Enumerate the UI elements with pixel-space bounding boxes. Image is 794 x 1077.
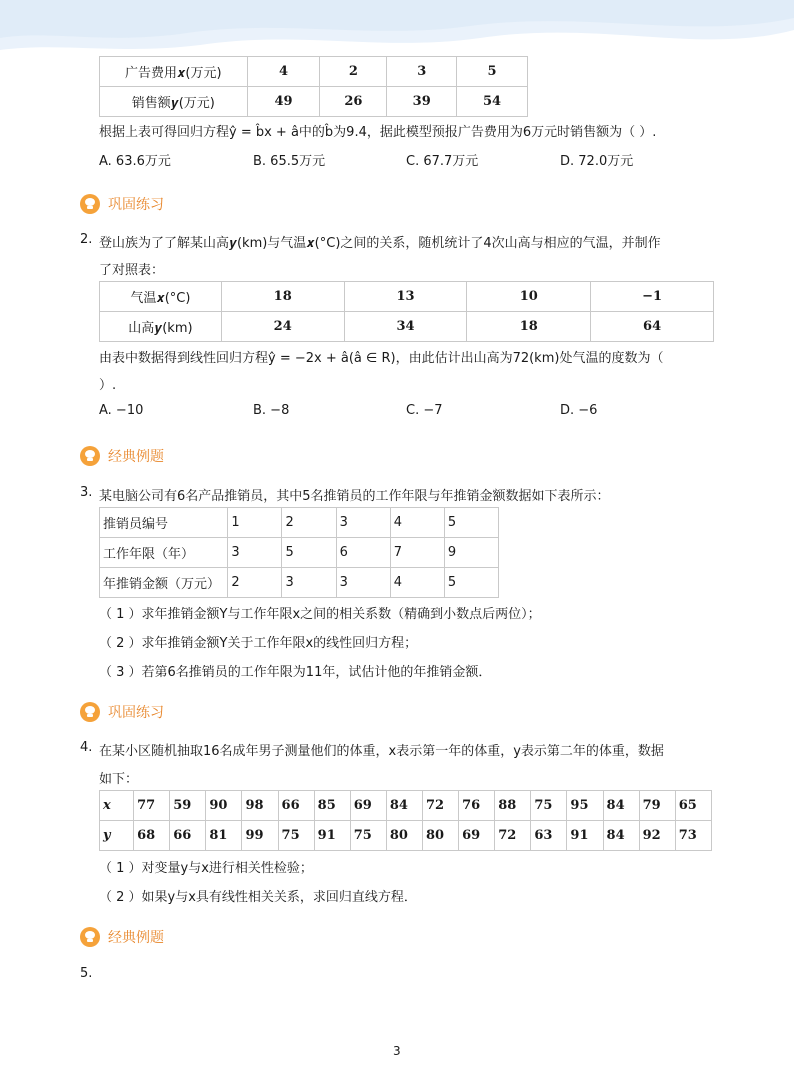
table-cell: 85: [314, 791, 350, 821]
table-cell: 39: [387, 87, 457, 117]
option-c: C. 67.7万元: [406, 154, 479, 169]
table-cell: 5: [444, 508, 498, 538]
table-cell: 推销员编号: [100, 508, 228, 538]
table-cell: 76: [459, 791, 495, 821]
table-cell: 79: [639, 791, 675, 821]
table-cell: 80: [386, 821, 422, 851]
table-cell: 5: [457, 57, 528, 87]
table-cell: 2: [320, 57, 387, 87]
q1-stem: 根据上表可得回归方程ŷ = b̂x + â中的b̂为9.4，据此模型预报广告费用为6万元时销售额为（ ）.: [99, 125, 657, 140]
lightbulb-icon: [80, 927, 100, 947]
table-cell: −1: [591, 282, 714, 312]
table-cell: 7: [390, 538, 444, 568]
table-cell: 18: [467, 312, 591, 342]
q3-part-2: （ 2 ）求年推销金额Y关于工作年限x的线性回归方程；: [99, 636, 418, 651]
table-cell: 99: [242, 821, 278, 851]
table-cell: 90: [206, 791, 242, 821]
section-header-practice: [80, 701, 164, 723]
question-number: 3.: [80, 485, 93, 500]
table-cell: 3: [282, 568, 336, 598]
table-cell: 80: [422, 821, 458, 851]
q3-part-1: （ 1 ）求年推销金额Y与工作年限x之间的相关系数（精确到小数点后两位）；: [99, 607, 541, 622]
table-row: [100, 312, 714, 342]
table-row: [100, 568, 499, 598]
option-d: D. 72.0万元: [560, 154, 634, 169]
table-cell: 77: [134, 791, 170, 821]
table-cell: 54: [457, 87, 528, 117]
table-cell: 75: [278, 821, 314, 851]
q4-part-2: （ 2 ）如果y与x具有线性相关关系，求回归直线方程．: [99, 890, 417, 905]
lightbulb-icon: [80, 702, 100, 722]
section-header-practice: [80, 193, 164, 215]
option-b: B. 65.5万元: [253, 154, 326, 169]
table-cell: 63: [531, 821, 567, 851]
option-d: D. −6: [560, 403, 598, 418]
table-cell: 72: [495, 821, 531, 851]
table-cell: 4: [247, 57, 320, 87]
q3-stem: 某电脑公司有6名产品推销员，其中5名推销员的工作年限与年推销金额数据如下表所示：: [99, 489, 610, 504]
table-cell: 34: [344, 312, 467, 342]
table-cell: 69: [350, 791, 386, 821]
table-cell: 81: [206, 821, 242, 851]
table-cell: 18: [221, 282, 344, 312]
header-wave-decoration: [0, 0, 794, 60]
table-cell: 10: [467, 282, 591, 312]
q3-data-table: [99, 507, 499, 598]
section-title: 经典例题: [108, 449, 164, 465]
q2-stem-line2: 了对照表：: [99, 263, 165, 278]
table-cell: 84: [603, 821, 639, 851]
table-cell: 73: [675, 821, 711, 851]
table-cell: 75: [531, 791, 567, 821]
section-title: 巩固练习: [108, 197, 164, 213]
table-cell: 68: [134, 821, 170, 851]
table-cell: 92: [639, 821, 675, 851]
table-cell: 山高𝒚(km): [100, 312, 222, 342]
q2-after-line2: ）.: [99, 378, 117, 393]
q3-part-3: （ 3 ）若第6名推销员的工作年限为11年，试估计他的年推销金额．: [99, 665, 492, 680]
table-cell: y: [100, 821, 134, 851]
q2-after-line1: 由表中数据得到线性回归方程ŷ = −2x + â(â ∈ R)，由此估计出山高为72(km)处气温的度数为（: [99, 351, 664, 366]
table-row: [100, 282, 714, 312]
table-cell: 9: [444, 538, 498, 568]
table-cell: 24: [221, 312, 344, 342]
q2-stem-line1: 登山族为了了解某山高𝒚(km)与气温𝒙(°C)之间的关系，随机统计了4次山高与相应的气温，并制作: [99, 236, 661, 251]
table-cell: 91: [567, 821, 603, 851]
page-number: 3: [393, 1044, 401, 1058]
table-cell: 3: [336, 508, 390, 538]
q2-data-table: [99, 281, 714, 342]
table-cell: 64: [591, 312, 714, 342]
table-cell: 95: [567, 791, 603, 821]
table-cell: 销售额𝒚(万元): [100, 87, 248, 117]
q2-options: [99, 403, 699, 421]
table-cell: 98: [242, 791, 278, 821]
table-cell: 69: [459, 821, 495, 851]
table-cell: 2: [228, 568, 282, 598]
table-cell: 气温𝒙(°C): [100, 282, 222, 312]
table-row: [100, 57, 528, 87]
table-cell: 26: [320, 87, 387, 117]
lightbulb-icon: [80, 194, 100, 214]
section-header-example: [80, 926, 164, 948]
table-cell: 4: [390, 508, 444, 538]
option-c: C. −7: [406, 403, 443, 418]
table-cell: 91: [314, 821, 350, 851]
table-cell: 84: [603, 791, 639, 821]
q4-stem-line2: 如下：: [99, 772, 139, 787]
section-title: 巩固练习: [108, 705, 164, 721]
q1-options: [99, 150, 699, 168]
table-cell: 工作年限（年）: [100, 538, 228, 568]
table-cell: 年推销金额（万元）: [100, 568, 228, 598]
question-number: 2.: [80, 232, 93, 247]
table-cell: 广告费用𝒙(万元): [100, 57, 248, 87]
table-cell: 65: [675, 791, 711, 821]
table-cell: 1: [228, 508, 282, 538]
q4-part-1: （ 1 ）对变量y与x进行相关性检验；: [99, 861, 313, 876]
section-title: 经典例题: [108, 930, 164, 946]
table-cell: 59: [170, 791, 206, 821]
table-cell: 75: [350, 821, 386, 851]
option-b: B. −8: [253, 403, 290, 418]
table-cell: 5: [444, 568, 498, 598]
option-a: A. −10: [99, 403, 144, 418]
q1-data-table: [99, 56, 528, 117]
table-cell: 3: [228, 538, 282, 568]
table-row: [100, 791, 712, 821]
table-cell: 5: [282, 538, 336, 568]
table-cell: x: [100, 791, 134, 821]
table-cell: 3: [387, 57, 457, 87]
q4-data-table: [99, 790, 712, 851]
table-cell: 66: [170, 821, 206, 851]
table-cell: 4: [390, 568, 444, 598]
lightbulb-icon: [80, 446, 100, 466]
table-cell: 66: [278, 791, 314, 821]
table-cell: 2: [282, 508, 336, 538]
q4-stem-line1: 在某小区随机抽取16名成年男子测量他们的体重，x表示第一年的体重，y表示第二年的体重，数据: [99, 744, 664, 759]
option-a: A. 63.6万元: [99, 154, 171, 169]
table-cell: 49: [247, 87, 320, 117]
question-number: 4.: [80, 740, 93, 755]
table-cell: 13: [344, 282, 467, 312]
table-cell: 84: [386, 791, 422, 821]
table-cell: 88: [495, 791, 531, 821]
table-row: [100, 508, 499, 538]
table-cell: 3: [336, 568, 390, 598]
table-cell: 6: [336, 538, 390, 568]
table-row: [100, 87, 528, 117]
table-row: [100, 538, 499, 568]
section-header-example: [80, 445, 164, 467]
table-row: [100, 821, 712, 851]
question-number: 5.: [80, 966, 93, 981]
table-cell: 72: [422, 791, 458, 821]
